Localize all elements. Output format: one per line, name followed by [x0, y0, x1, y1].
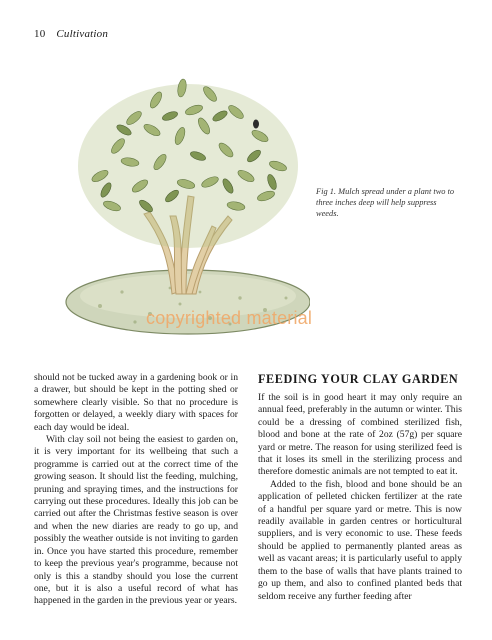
body-paragraph: If the soil is in good heart it may only require an annual feed, preferably in the autumn or winter. This could be a dressing of combined sterilized fish, blood and bone at the rate of 2oz (57g) per square yard or metre. The reason for using sterilized feed is that it loses its smell in the sterilizing process and therefore domestic animals are not tempted to eat it.: [258, 392, 462, 478]
body-paragraph: With clay soil not being the easiest to garden on, it is very important for its wellbeing that such a programme is carried out at the correct time of the growing season. It should list the feeding, mulching, pruning and spraying times, and the instructions for carrying out these procedures. Ideally this job can be carried out after the Christmas festive season is over and when the new diaries are ready to go up, and possibly the weather outside is not inviting to garden in. Once you have started this procedure, remember to keep the previous year's programme, because not only is this a standby should you lose the current one, but it is also a useful record of what has happened in the garden in the previous year or years.: [34, 434, 238, 607]
body-paragraph: should not be tucked away in a gardening book or in a drawer, but should be kept in the potting shed or somewhere clearly visible. So that no procedure is forgotten or delayed, a weekly diary with spaces for each day would be ideal.: [34, 372, 238, 433]
page-number: 10: [34, 28, 46, 40]
running-title: Cultivation: [56, 28, 109, 40]
running-header: [34, 28, 108, 40]
left-column: [34, 372, 238, 608]
shrub-illustration: [60, 66, 313, 338]
figure-caption: Fig 1. Mulch spread under a plant two to three inches deep will help suppress weeds.: [316, 187, 455, 218]
section-heading: FEEDING YOUR CLAY GARDEN: [258, 372, 459, 386]
right-column: [258, 372, 462, 603]
body-paragraph: Added to the fish, blood and bone should be an application of pelleted chicken fertilizer at the rate of a handful per square yard or metre. This is now readily available in garden centres or horticultural suppliers, and is very economic to use. These feeds should be applied to permanently planted areas as well as vacant areas; it is particularly useful to apply them to the base of walls that have plants trained to go up them, and also to confined planted beds that seldom receive any further feeding after: [258, 478, 462, 602]
foliage-canopy: [78, 78, 298, 248]
copyright-watermark: copyrighted material: [146, 308, 313, 328]
